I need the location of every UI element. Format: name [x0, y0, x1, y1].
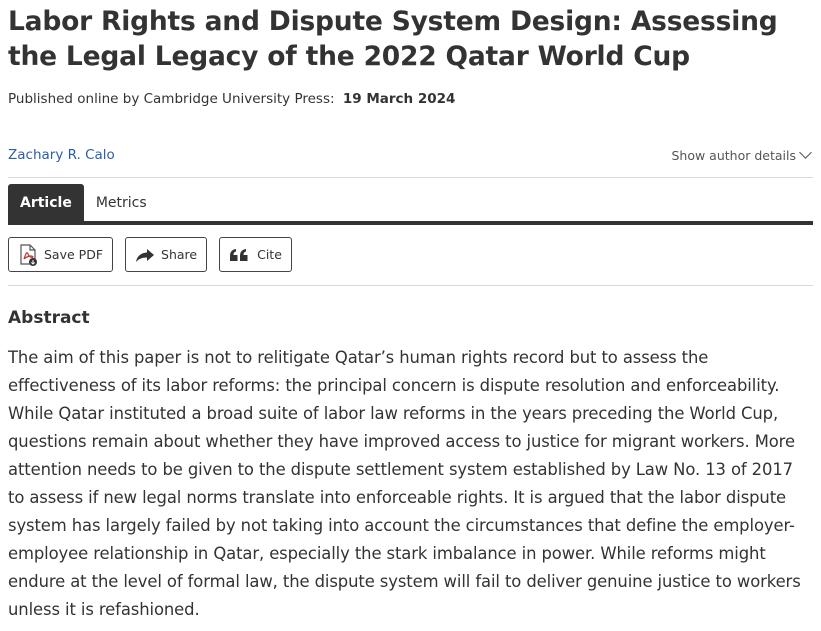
- chevron-down-icon: [799, 146, 812, 159]
- share-arrow-icon: [135, 247, 155, 263]
- published-date: 19 March 2024: [342, 91, 456, 107]
- article-tabs: [8, 184, 813, 221]
- divider: [8, 285, 813, 286]
- publication-info: [8, 90, 813, 108]
- abstract-text: The aim of this paper is not to relitigate Qatar’s human rights record but to assess the effectiveness of its labor reforms: the principal concern is dispute resolution and enforceability. While Qatar instituted a broad suite of labor law reforms in the years preceding the World Cup, questions remain about whether they have improved access to justice for migrant workers. More attention needs to be given to the dispute settlement system established by Law No. 13 of 2017 to assess if new legal norms translate into enforceable rights. It is argued that the labor dispute system has largely failed by not taking into account the circumstances that define the employer-employee relationship in Qatar, especially the stark imbalance in power. While reforms might endure at the level of formal law, the dispute system will fail to deliver genuine justice to workers unless it is refashioned.: [8, 348, 801, 619]
- share-label: Share: [161, 247, 198, 262]
- article-title: Labor Rights and Dispute System Design: Assessing the Legal Legacy of the 2022 Qatar World Cup: [8, 6, 778, 72]
- save-pdf-label: Save PDF: [44, 247, 104, 262]
- pdf-icon: [18, 244, 38, 266]
- tab-metrics[interactable]: Metrics: [95, 194, 147, 211]
- share-button[interactable]: [125, 237, 207, 272]
- cite-button[interactable]: [219, 237, 292, 272]
- divider: [8, 177, 813, 178]
- cite-label: Cite: [257, 247, 282, 262]
- published-prefix: Published online by Cambridge University Press:: [8, 91, 335, 107]
- tab-article[interactable]: Article: [8, 184, 84, 221]
- save-pdf-button[interactable]: [8, 237, 113, 272]
- article-actions: [8, 237, 813, 272]
- quote-icon: [229, 248, 251, 262]
- tabs-underline: [8, 221, 813, 225]
- show-author-details-button[interactable]: [671, 148, 813, 163]
- abstract-heading: Abstract: [8, 308, 90, 328]
- author-link[interactable]: Zachary R. Calo: [8, 147, 115, 163]
- show-author-details-label: Show author details: [671, 147, 796, 163]
- author-row: [8, 146, 813, 164]
